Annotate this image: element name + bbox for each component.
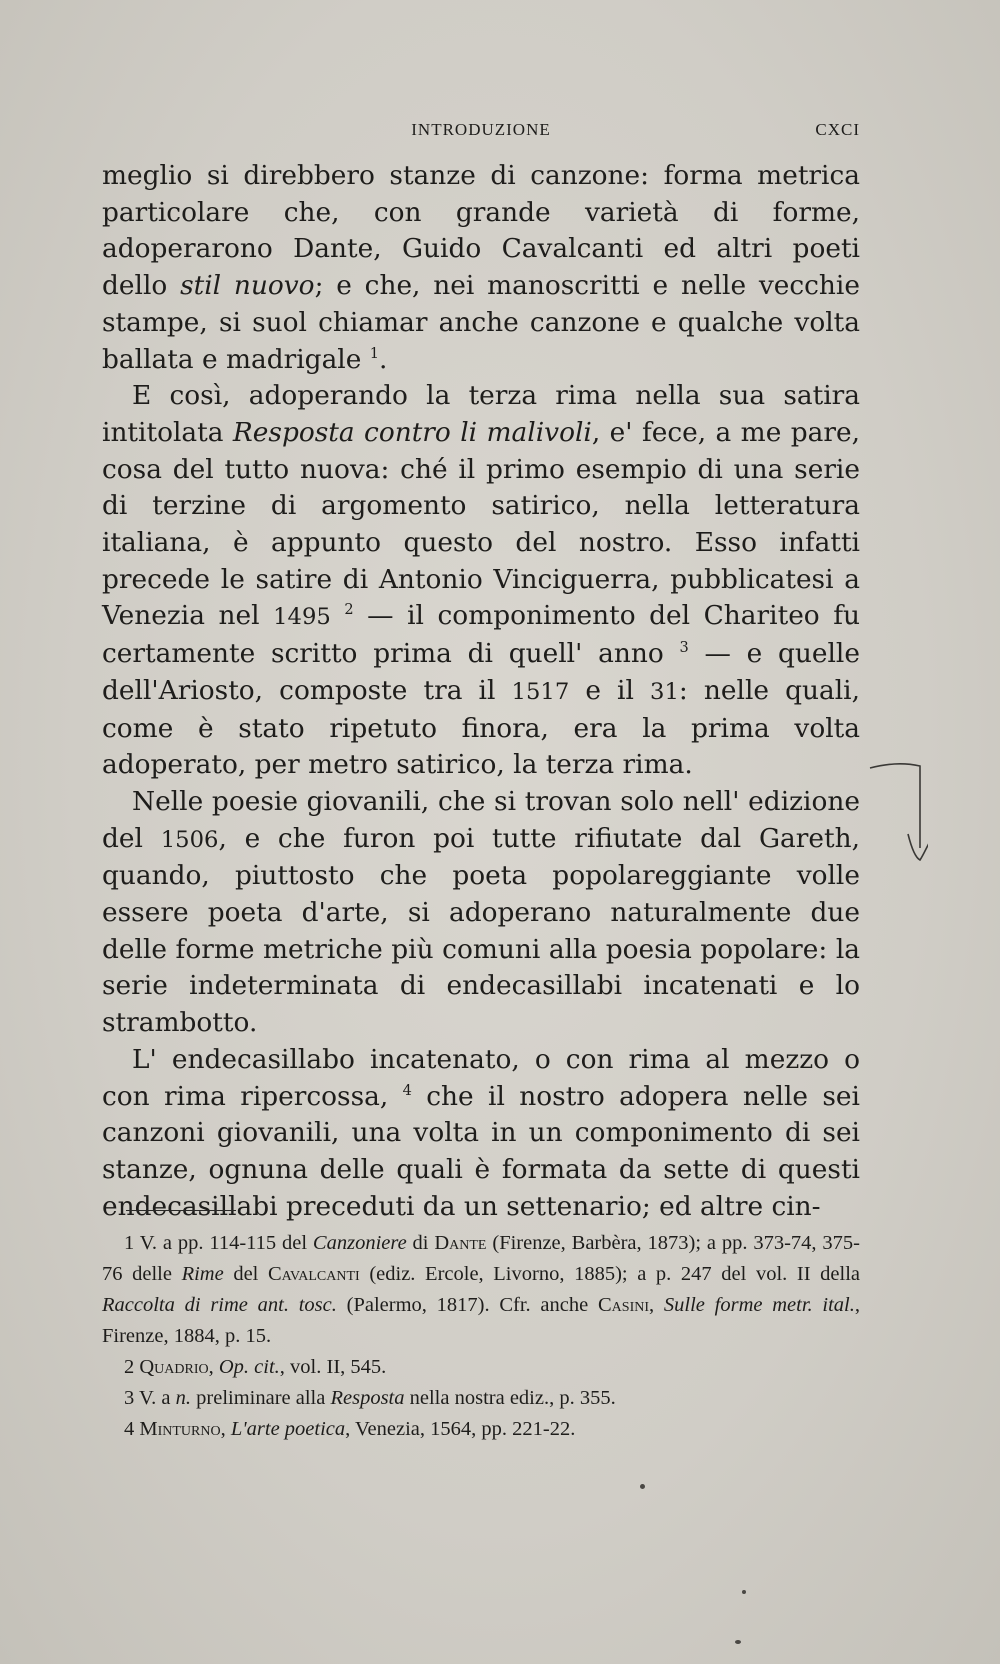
italic-title: L'arte poetica [230, 1418, 346, 1440]
text-run: , e' fece, a me pare, cosa del tutto nuova: ché il primo esempio di una serie di terzine di argomento satirico, nella letteratura italiana, è appunto questo del nostro. Esso infatti precede le satire di Antonio Vinciguerra, pubblicatesi a Venezia nel [102, 416, 860, 632]
text-run: , Venezia, 1564, pp. 221-22. [345, 1418, 576, 1440]
year: 1517 [511, 678, 570, 705]
text-run: , e che furon poi tutte rifiutate dal Gareth, quando, piuttosto che poeta popolareggiante volle essere poeta d'arte, si adoperano naturalmente due delle forme metriche più comuni alla poesia popolare: la serie indeterminata di endecasillabi incatenati e lo strambotto. [102, 822, 860, 1039]
text-run: V. a pp. 114-115 del [139, 1232, 313, 1254]
footnote-4 [102, 1414, 860, 1445]
year: 1495 [273, 604, 331, 631]
footnotes [102, 1228, 860, 1445]
footnote-number: 3 [124, 1387, 135, 1409]
author-name: Minturno [139, 1418, 221, 1440]
footnote-number: 2 [124, 1356, 135, 1378]
footnote-number: 1 [124, 1232, 135, 1254]
author-name: Casini [598, 1294, 650, 1316]
footnote-ref-2: 2 [344, 602, 354, 619]
author-name: Dante [434, 1232, 487, 1254]
paragraph-1 [102, 158, 860, 378]
author-name: Cavalcanti [267, 1263, 360, 1285]
text-run: : nelle quali, come è stato ripetuto finora, era la prima volta adoperato, per metro satirico, la terza rima. [102, 674, 860, 781]
italic-title: Op. cit. [218, 1356, 280, 1378]
italic-title: Sulle forme metr. ital. [663, 1294, 855, 1316]
text-run: Nelle poesie giovanili, che si trovan solo nell' edizione del [102, 785, 860, 854]
italic-term: stil nuovo [180, 270, 315, 302]
text-run: — il componimento del Chariteo fu certamente scritto prima di quell' anno [102, 600, 861, 670]
text-run: preliminare alla [191, 1387, 331, 1409]
italic-title: Canzoniere [312, 1232, 407, 1254]
footnote-2 [102, 1352, 860, 1383]
text-run: , [220, 1418, 231, 1440]
text-run: che il nostro adopera nelle sei canzoni giovanili, una volta in un componimento di sei stanze, ognuna delle quali è formata da sette di questi endecasillabi preceduti da un settenario; ed altre cin- [102, 1080, 860, 1222]
text-run: , vol. II, 545. [279, 1356, 387, 1378]
running-title: INTRODUZIONE [411, 120, 551, 139]
paper-speck [742, 1590, 746, 1594]
italic-abbrev: n. [175, 1387, 192, 1409]
text-run: L' endecasillabo incatenato, o con rima al mezzo o con rima ripercossa, [102, 1043, 860, 1112]
text-run: . [379, 343, 388, 375]
italic-title: Resposta contro li malivoli [232, 416, 592, 448]
text-run: V. a [139, 1387, 176, 1409]
paragraph-4 [102, 1042, 860, 1226]
italic-title: Rime [181, 1263, 224, 1285]
paper-speck [735, 1640, 741, 1644]
footnote-ref-1: 1 [369, 345, 380, 362]
footnote-1 [102, 1228, 860, 1352]
paper-speck [640, 1484, 645, 1489]
footnote-rule [126, 1210, 236, 1211]
year: 1506 [160, 826, 219, 853]
footnote-ref-4: 4 [402, 1082, 412, 1099]
footnote-3 [102, 1383, 860, 1414]
text-run: (ediz. Ercole, Livorno, 1885); a p. 247 del vol. II della [359, 1263, 860, 1285]
text-run: (Palermo, 1817). Cfr. anche [336, 1294, 598, 1316]
paragraph-3 [102, 784, 860, 1042]
running-head [102, 118, 860, 146]
text-run: E così, adoperando la terza rima nella sua satira intitolata [102, 380, 860, 448]
main-text [102, 158, 860, 1225]
footnote-number: 4 [124, 1418, 135, 1440]
paragraph-2 [102, 378, 860, 784]
text-run: meglio si direbbero stanze di canzone: forma metrica particolare che, con grande varietà di forme, adoperarono Dante, Guido Cavalcanti ed altri poeti dello [102, 160, 860, 302]
year: 31 [650, 678, 679, 705]
author-name: Quadrio [139, 1356, 209, 1378]
text-run: di [406, 1232, 435, 1254]
text-run: (Firenze, Barbèra, 1873); a pp. 373-74, 375-76 delle [102, 1232, 860, 1285]
italic-title: Resposta [330, 1387, 405, 1409]
text-run: e il [569, 674, 651, 706]
text-run: — e quelle dell'Ariosto, composte tra il [102, 638, 860, 706]
page-number: CXCI [815, 120, 860, 139]
text-run: del [223, 1263, 268, 1285]
text-run: , [649, 1294, 664, 1316]
text-run: , Firenze, 1884, p. 15. [102, 1294, 861, 1347]
text-run: nella nostra ediz., p. 355. [404, 1387, 616, 1409]
footnote-ref-3: 3 [679, 640, 689, 657]
text-run: ; e che, nei manoscritti e nelle vecchie stampe, si suol chiamar anche canzone e qualche volta ballata e madrigale [102, 270, 860, 375]
italic-title: Raccolta di rime ant. tosc. [102, 1294, 337, 1316]
text-run: , [208, 1356, 219, 1378]
pencil-mark-icon [868, 760, 928, 870]
